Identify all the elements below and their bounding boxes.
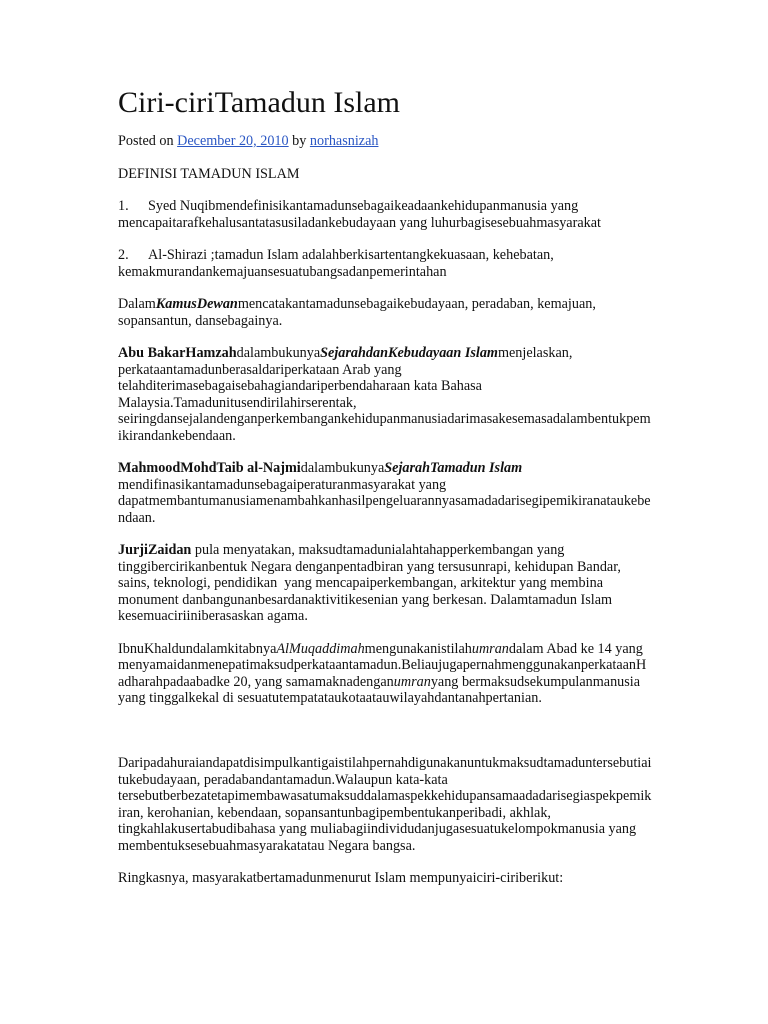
- author-name: MahmoodMohdTaib al-Najmi: [118, 460, 301, 476]
- book-title: KamusDewan: [155, 296, 238, 312]
- text-line: tukebudayaan, peradabandantamadun.Walaupun kata-kata: [118, 771, 448, 788]
- paragraph-definition-al-shirazi: [118, 247, 738, 280]
- paragraph-kamus-dewan: [118, 296, 738, 329]
- term-umran: umran: [471, 640, 509, 657]
- text-line: Daripadahuraiandapatdisimpulkantigaistilahpernahdigunakanuntukmaksudtamaduntersebutiai: [118, 755, 652, 771]
- paragraph-abu-bakar-hamzah: [118, 345, 738, 444]
- text-run: mengunakanistilah: [364, 640, 472, 657]
- post-date-link[interactable]: December 20, 2010: [177, 133, 289, 149]
- text-line: iran, kerohanian, kebendaan, sopansantunbagipembentukanperibadi, akhlak,: [118, 804, 551, 821]
- author-name: Abu BakarHamzah: [118, 345, 237, 361]
- text-run: Al-Shirazi ;tamadun Islam adalahberkisartentangkekuasaan, kehebatan,: [148, 247, 554, 263]
- text-run: adharahpadaabadke 20, yang samamaknadengan: [118, 673, 394, 690]
- text-line: sains, teknologi, pendidikan yang mencapaiperkembangan, arkitektur yang membina: [118, 575, 603, 591]
- by-label: by: [292, 133, 307, 149]
- text-run: Syed Nuqibmendefinisikantamadunsebagaikeadaankehidupanmanusia yang: [148, 198, 579, 214]
- text-line: [118, 345, 738, 362]
- text-line: monument danbangunanbesardanaktivitikesenian yang berkesan. Dalamtamadun Islam: [118, 591, 613, 608]
- text-line: Ringkasnya, masyarakatbertamadunmenurut Islam mempunyaiciri-ciriberikut:: [118, 870, 564, 886]
- text-line: [118, 542, 738, 559]
- text-run: Dalam: [118, 296, 156, 312]
- text-line: [118, 641, 738, 658]
- term-umran: umran: [393, 673, 431, 690]
- list-number: 2.: [118, 247, 129, 263]
- text-line: yang tinggalkekal di sesuatutempatataukotaatauwilayahdantanahpertanian.: [118, 690, 542, 706]
- text-line: Malaysia.Tamadunitusendirilahirserentak,: [118, 394, 357, 411]
- text-run: mencatakantamadunsebagaikebudayaan, peradaban, kemajuan,: [237, 296, 596, 312]
- author-link[interactable]: norhasnizah: [309, 133, 379, 149]
- book-title: SejarahTamadun Islam: [384, 460, 523, 476]
- empty-paragraph: [118, 723, 738, 740]
- text-run: dalambukunya: [300, 460, 385, 476]
- text-run: yang bermaksudsekumpulanmanusia: [430, 673, 641, 690]
- paragraph-conclusion: [118, 755, 738, 854]
- text-line: kesemuaciriiniberasaskan agama.: [118, 608, 308, 624]
- text-run: IbnuKhaldundalamkitabnya: [118, 640, 277, 657]
- paragraph-jurji-zaidan: [118, 542, 738, 625]
- text-run: dalam Abad ke 14 yang: [508, 640, 643, 657]
- blog-post: [118, 85, 738, 903]
- author-name: JurjiZaidan: [118, 542, 192, 558]
- text-line: sopansantun, dansebagainya.: [118, 312, 283, 329]
- text-line: membentuksesebuahmasyarakatatau Negara bangsa.: [118, 837, 416, 854]
- text-line: kemakmurandankemajuansesuatubangsadanpemerintahan: [118, 263, 447, 280]
- section-heading: DEFINISI TAMADUN ISLAM: [118, 165, 300, 182]
- text-line: [118, 460, 738, 477]
- text-line: seiringdansejalandenganperkembangankehidupanmanusiadarimasakesemasadalambentukpem: [118, 411, 651, 427]
- paragraph-summary: [118, 870, 738, 887]
- text-line: ikirandankebendaan.: [118, 427, 236, 444]
- text-line: [118, 674, 738, 691]
- text-line: menyamaidanmenepatimaksudperkataantamadun.BeliaujugapernahmenggunakanperkataanH: [118, 657, 647, 673]
- text-line: [118, 296, 738, 313]
- text-line: mendifinasikantamadunsebagaiperaturanmasyarakat yang: [118, 476, 447, 493]
- text-line: [118, 198, 738, 215]
- text-line: [118, 247, 738, 264]
- paragraph-definition-syed-nuqib: [118, 198, 738, 231]
- text-run: pula menyatakan, maksudtamadunialahtahapperkembangan yang: [191, 542, 565, 558]
- text-line: dapatmembantumanusiamenambahkanhasilpengeluarannyasamadadarisegipemikiranataukebe: [118, 493, 651, 509]
- text-line: tingkahlakusertabudibahasa yang muliabagiindividudanjugasesuatukelompokmanusia yang: [118, 821, 637, 837]
- text-line: tinggibercirikanbentuk Negara denganpentadbiran yang tersusunrapi, kehidupan Bandar,: [118, 558, 621, 575]
- book-title: SejarahdanKebudayaan Islam: [320, 345, 498, 361]
- text-line: perkataantamadunberasaldariperkataan Arab yang: [118, 361, 402, 378]
- post-title: Ciri-ciriTamadun Islam: [118, 86, 400, 119]
- paragraph-mahmood-al-najmi: [118, 460, 738, 526]
- text-line: telahditerimasebagaisebahagiandariperbendaharaan kata Bahasa: [118, 378, 482, 394]
- list-number: 1.: [118, 198, 129, 214]
- post-meta: [118, 133, 738, 150]
- text-line: tersebutberbezatetapimembawasatumaksuddalamaspekkehidupansamaadadarisegiaspekpemik: [118, 788, 652, 804]
- text-run: menjelaskan,: [497, 345, 573, 361]
- posted-on-label: Posted on: [118, 133, 174, 149]
- text-line: mencapaitarafkehalusantatasusiladankebudayaan yang luhurbagisesebuahmasyarakat: [118, 214, 601, 231]
- text-line: ndaan.: [118, 509, 156, 526]
- text-run: dalambukunya: [236, 345, 321, 361]
- book-title: AlMuqaddimah: [276, 640, 365, 657]
- paragraph-ibnu-khaldun: [118, 641, 738, 707]
